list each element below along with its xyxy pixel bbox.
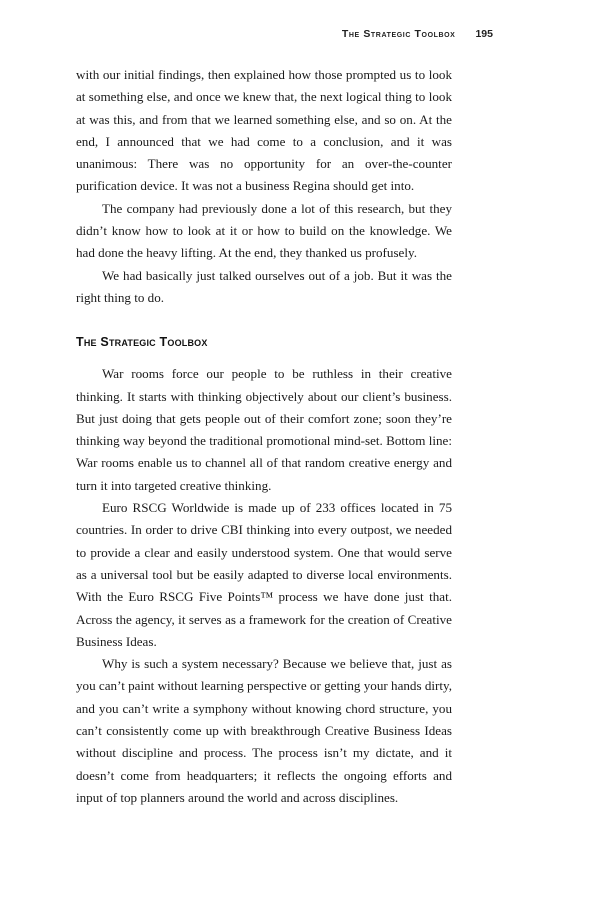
section-heading: The Strategic Toolbox [76,335,208,350]
paragraph: The company had previously done a lot of this research, but they didn’t know how to look at it or how to build on the knowledge. We had done the heavy lifting. At the end, they thanked us profusely. [76,200,452,261]
page-body [76,64,452,809]
paragraph: We had basically just talked ourselves out of a job. But it was the right thing to do. [76,267,452,305]
running-head [0,28,493,40]
paragraph: War rooms force our people to be ruthless in their creative thinking. It starts with thinking objectively about our client’s business. But just doing that gets people out of their comfort zone; soon they’re thinking way beyond the traditional promotional mind-set. Bottom line: War rooms enable us to channel all of that random creative energy and turn it into targeted creative thinking. [76,366,452,493]
paragraph: with our initial findings, then explained how those prompted us to look at something else, and once we knew that, the next logical thing to look at was this, and from that we learned something else, and so on. At the end, I announced that we had come to a conclusion, and it was unanimous: There was no opportunity for an over-the-counter purification device. It was not a business Regina should get into. [76,67,452,194]
running-title: The Strategic Toolbox [341,28,456,40]
paragraph: Euro RSCG Worldwide is made up of 233 offices located in 75 countries. In order to drive CBI thinking into every outpost, we needed to provide a clear and easily understood system. One that would serve as a universal tool but be easily adapted to diverse local environments. With the Euro RSCG Five Points™ process we have done just that. Across the agency, it serves as a framework for the creation of Creative Business Ideas. [76,500,452,649]
section-gap [76,309,452,321]
paragraph: Why is such a system necessary? Because we believe that, just as you can’t paint without learning perspective or getting your hands dirty, and you can’t write a symphony without knowing chord structure, you can’t consistently come up with breakthrough Creative Business Ideas without discipline and process. The process isn’t my dictate, and it doesn’t come from headquarters; it reflects the ongoing efforts and input of top planners around the world and across disciplines. [76,656,452,805]
page-number: 195 [475,28,493,40]
